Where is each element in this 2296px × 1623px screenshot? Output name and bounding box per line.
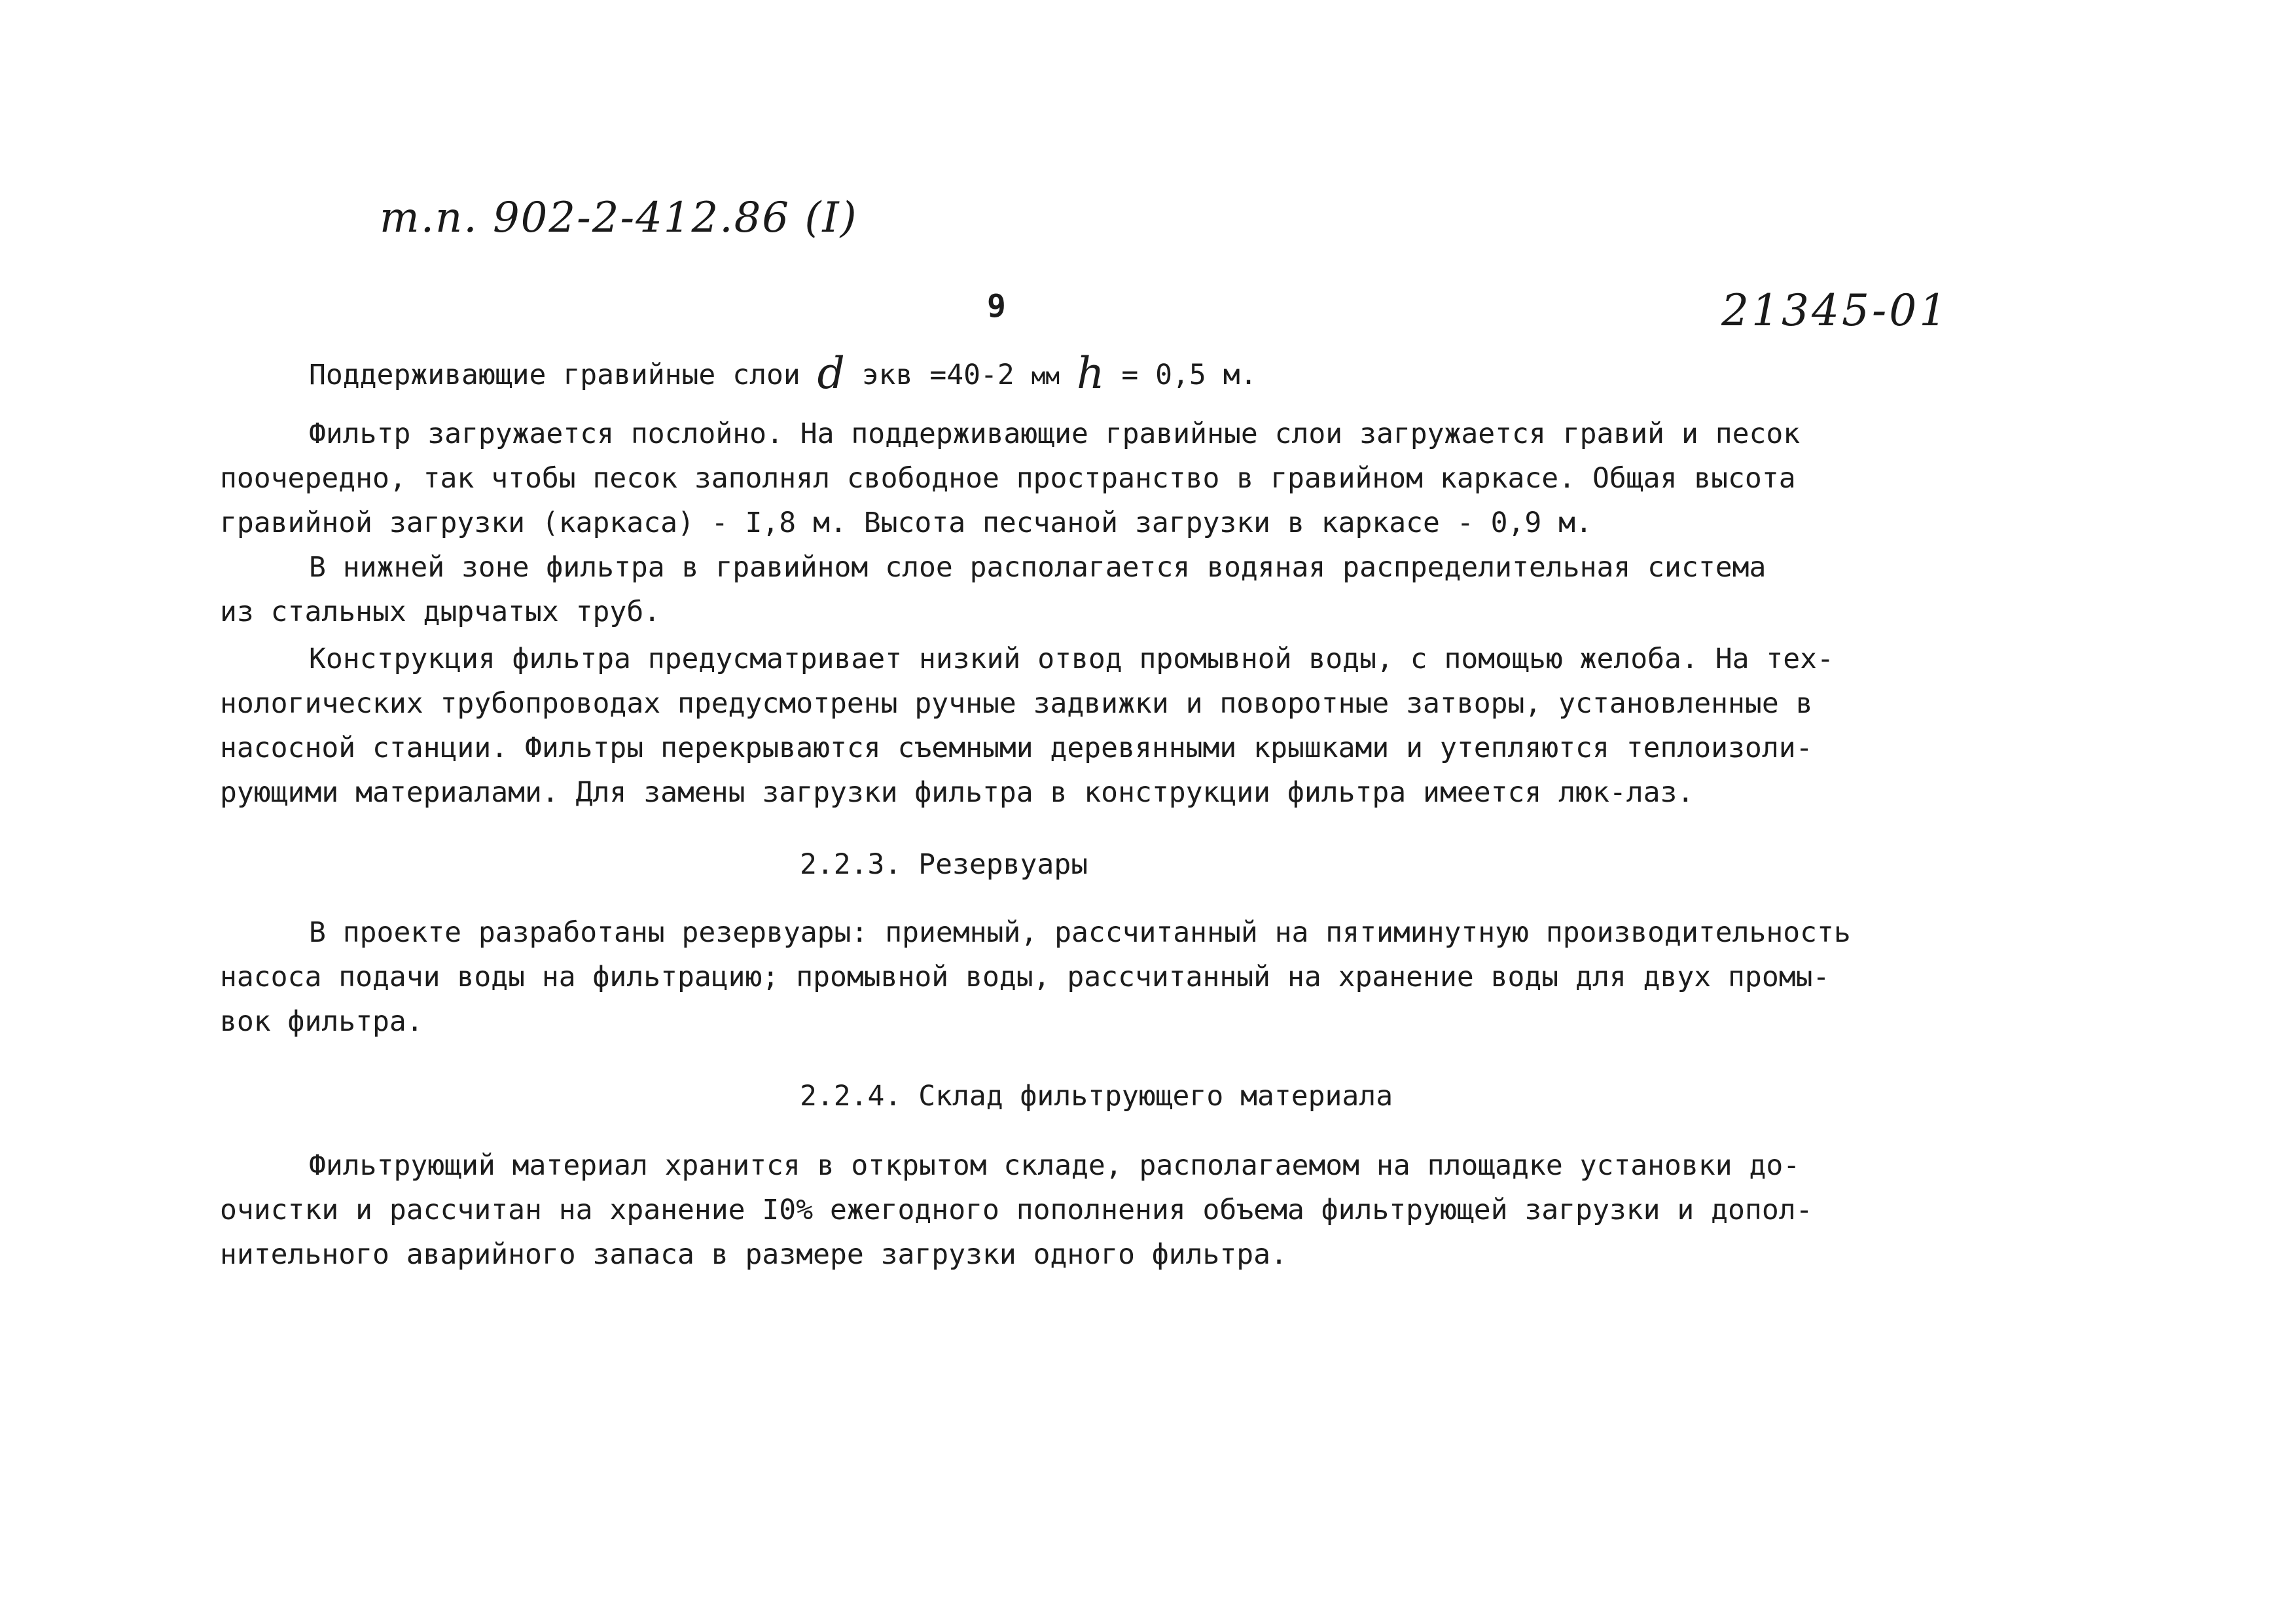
document-code: т.п. 902-2-412.86 (I)	[380, 194, 858, 242]
paragraph-construction-line-3: насосной станции. Фильтры перекрываются съемными деревянными крышками и утепляются теплоизоли-	[220, 732, 1813, 764]
document-number: 21345-01	[1721, 285, 1950, 336]
paragraph-storage-line-2: очистки и рассчитан на хранение I0% ежегодного пополнения объема фильтрующей загрузки и допол-	[220, 1194, 1813, 1226]
paragraph-construction-line-1: Конструкция фильтра предусматривает низкий отвод промывной воды, с помощью желоба. На тех-	[309, 643, 1834, 675]
h-value: = 0,5 м.	[1121, 359, 1257, 391]
paragraph-construction-line-4: рующими материалами. Для замены загрузки фильтра в конструкции фильтра имеется люк-лаз.	[220, 776, 1695, 809]
paragraph-distribution-line-1: В нижней зоне фильтра в гравийном слое располагается водяная распределительная система	[309, 551, 1767, 584]
gravel-layers-line	[309, 348, 1257, 399]
paragraph-storage-line-3: нительного аварийного запаса в размере загрузки одного фильтра.	[220, 1238, 1287, 1271]
section-heading-reservoirs: 2.2.3. Резервуары	[800, 848, 1088, 881]
h-symbol: h	[1076, 348, 1105, 399]
paragraph-reservoirs-line-3: вок фильтра.	[220, 1005, 423, 1038]
paragraph-construction-line-2: нологических трубопроводах предусмотрены ручные задвижки и поворотные затворы, установленные в	[220, 687, 1813, 720]
paragraph-storage-line-1: Фильтрующий материал хранится в открытом складе, располагаемом на площадке установки до-	[309, 1149, 1801, 1182]
paragraph-loading-line-1: Фильтр загружается послойно. На поддерживающие гравийные слои загружается гравий и песок	[309, 418, 1801, 450]
paragraph-loading-line-3: гравийной загрузки (каркаса) - I,8 м. Высота песчаной загрузки в каркасе - 0,9 м.	[220, 507, 1592, 539]
paragraph-loading-line-2: поочередно, так чтобы песок заполнял свободное пространство в гравийном каркасе. Общая высота	[220, 462, 1796, 495]
d-symbol: d	[817, 348, 845, 399]
paragraph-reservoirs-line-1: В проекте разработаны резервуары: приемный, рассчитанный на пятиминутную производительность	[309, 916, 1851, 949]
grain-range: =40-2	[929, 359, 1014, 391]
ekv-subscript: экв	[861, 359, 913, 391]
grain-unit: мм	[1031, 363, 1060, 390]
gravel-layers-text: Поддерживающие гравийные слои	[309, 359, 800, 391]
paragraph-reservoirs-line-2: насоса подачи воды на фильтрацию; промывной воды, рассчитанный на хранение воды для двух промы-	[220, 961, 1830, 993]
paragraph-distribution-line-2: из стальных дырчатых труб.	[220, 596, 661, 628]
page-number: 9	[987, 288, 1006, 325]
section-heading-storage: 2.2.4. Склад фильтрующего материала	[800, 1080, 1393, 1113]
